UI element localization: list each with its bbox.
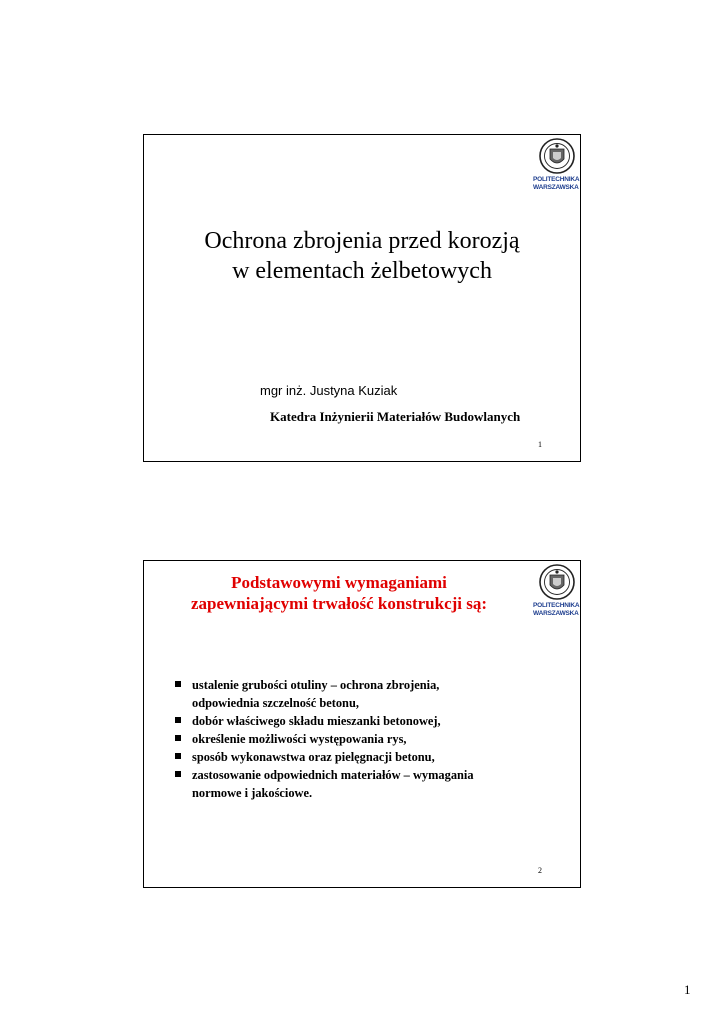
list-item [174, 748, 554, 766]
bullet-square-icon [175, 717, 181, 723]
list-item-text-continued: odpowiednia szczelność betonu, [192, 696, 359, 710]
requirements-list [174, 676, 554, 802]
logo-line-1: POLITECHNIKA [533, 176, 580, 183]
slide-1-title-line-1: Ochrona zbrojenia przed korozją [204, 228, 520, 254]
list-item-text: dobór właściwego składu mieszanki betonowej, [192, 714, 441, 728]
author-name: mgr inż. Justyna Kuziak [260, 383, 398, 398]
slide-2 [143, 560, 581, 888]
list-item [174, 676, 554, 712]
list-item-text: ustalenie grubości otuliny – ochrona zbrojenia, [192, 678, 440, 692]
slide-1-number: 1 [538, 440, 542, 449]
slide-2-number: 2 [538, 866, 542, 875]
page-number: 1 [684, 982, 691, 997]
slide-2-title-line-1: Podstawowymi wymaganiami [231, 573, 447, 592]
slide-1-title [144, 226, 580, 286]
list-item-text: zastosowanie odpowiednich materiałów – wymagania [192, 768, 474, 782]
bullet-square-icon [175, 753, 181, 759]
slide-1 [143, 134, 581, 462]
crest-icon [539, 137, 575, 175]
list-item [174, 730, 554, 748]
logo-line-1: POLITECHNIKA [533, 602, 580, 609]
department-name: Katedra Inżynierii Materiałów Budowlanych [270, 409, 521, 424]
logo-line-2: WARSZAWSKA [533, 183, 579, 191]
bullet-square-icon [175, 735, 181, 741]
slide-2-title-line-2: zapewniającymi trwałość konstrukcji są: [190, 594, 488, 613]
list-item-text: określenie możliwości występowania rys, [192, 732, 407, 746]
university-logo [533, 137, 581, 193]
list-item [174, 712, 554, 730]
list-item [174, 766, 554, 802]
slide-1-title-line-2: w elementach żelbetowych [232, 258, 492, 284]
university-logo [533, 563, 581, 619]
logo-line-2: WARSZAWSKA [533, 609, 579, 617]
crest-icon [539, 563, 575, 601]
slide-2-title [144, 572, 534, 614]
list-item-text: sposób wykonawstwa oraz pielęgnacji betonu, [192, 750, 435, 764]
bullet-square-icon [175, 771, 181, 777]
bullet-square-icon [175, 681, 181, 687]
list-item-text-continued: normowe i jakościowe. [192, 786, 313, 800]
